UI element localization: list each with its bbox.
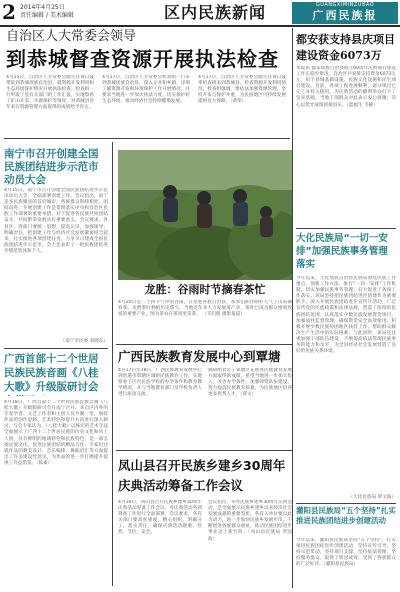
right-mid-article: 今年以来，大化瑶族自治县民族局围绕民族工作重点，创新工作方法，推行“一切一安排”工作机制，切实加强民族事务管理，有力促进了各项工作落实。该局坚持把民族团结进步创建作为重要抓手，深入开展民族团结进步宣传月活动，广泛宣传党的民族政策和法律法规，营造了浓厚的民族团结氛围；认真落实少数民族发展资金项目，加强项目监督管理，确保资金安全高效使用；积极开展少数民族特困地区扶持工作，帮助群众解决生产生活中的实际困难。与此同时，该局还注重加强干部队伍建设，不断提高依法管理民族事务的能力和水平，为全县经济社会发展营造了良好的民族关系环境。 [296, 276, 396, 355]
center-low1-column-2: 调研组肯定了覃塘区在推进民族教育发展方面取得的成绩，希望当地进一步加大投入，改善办学条件，加强师资队伍建设，努力提高民族教育质量，为民族地区培养更多优秀人才。（覃文） [208, 368, 292, 398]
masthead-rule [0, 25, 400, 27]
right-low-article: 今年以来，灌阳县民族局坚持“五个坚持”，扎实推进民族团结进步创建活动，坚持宣传引导，坚持示范带动，坚持项目支撑，坚持依法管理，坚持服务群众，取得了明显成效，受到了各族群众的广泛好评。（灌阳县民族局） [296, 538, 396, 568]
left-low-article: 4月18日，广西首部十二个世居民族民族音画《八桂大歌》升级版研讨会在南宁召开。来自区内外的专家学者、文艺工作者和主创人员共聚一堂，围绕作品的创作思路、艺术特色和提升方向进行深入研讨。与会专家认为，《八桂大歌》以恢宏的艺术手法全面展示了广西十二个世居民族的历史文化和风土人情，具有鲜明的地域特色和民族特色，是一部弘扬民族文化、促进民族团结的精品力作。专家们还就作品的舞美设计、音乐编排、舞蹈语汇等方面提出了许多建设性意见，为作品的进一步打磨提升提供了有益借鉴。（陈素） [4, 400, 108, 466]
logo-pinyin: GUANGXIMINZUBAO [315, 2, 375, 8]
photo-caption-text: 4月20日是二十四节气中的谷雨，在龙胜各族自治县，茶农们抓住晴好天气上山采摘春茶。龙胜茶叶种植历史悠久，当地近年来大力发展茶产业，茶叶已成为群众增收致富的重要产业。图为茶农在茶园里采茶。 [118, 300, 292, 318]
left-mid-byline: （南宁市民委 刘晓东） [60, 339, 108, 344]
photo-credit: （韦启昭 摄影报道） [202, 312, 245, 318]
column-divider [112, 142, 113, 586]
page-number: 2 [2, 2, 16, 22]
right-top-headline: 都安获支持县庆项目建设资金6073万 [296, 33, 395, 62]
right-mid-byline: （大化民族局 覃文波） [348, 495, 396, 500]
divider [296, 503, 396, 504]
lead-article [6, 75, 286, 133]
right-low-headline: 灌阳县民族局“五个坚持”扎实推进民族团结进步创建活动 [296, 506, 396, 525]
lead-column-2: 4月17日，自治区人大常委会检查组一行来到恭城瑶族自治县，深入企业和乡镇，详细了解资源开发和环境保护工作开展情况，并要求当地进一步加大执法力度，切实保护好生态环境，推动经济社会持续健康发展。 [102, 75, 190, 105]
lead-column-1: 4月15日，自治区人大常委会副主任黄日波带队到恭城瑶族自治县，就资源开发利用和生态环境保护情况开展执法检查。检查组一行听取了县有关部门的工作汇报，实地察看了矿山开采、水源保护等情况，对恭城县近年来在资源管理方面取得的成绩给予肯定。 [6, 75, 94, 111]
divider [116, 450, 292, 451]
center-low2-article [118, 500, 292, 586]
lead-headline: 到恭城督查资源开展执法检查 [6, 47, 279, 71]
divider [296, 228, 396, 229]
column-divider [292, 28, 293, 588]
date-line [20, 4, 130, 20]
center-low1-article [118, 368, 292, 444]
left-mid-headline: 南宁市召开创建全国民族团结进步示范市动员大会 [4, 148, 99, 186]
right-mid-headline: 大化民族局“一切一安排”加强民族事务管理落实 [296, 233, 388, 270]
divider [4, 348, 108, 349]
center-low2-headline: 凤山县召开民族乡建乡30周年庆典活动筹备工作会议 [118, 458, 286, 493]
photo-caption-title: 龙胜：谷雨时节摘春茶忙 [144, 283, 266, 296]
right-top-article: 本报讯 都安瑶族自治县成立60周年庆典项目建设工作正稳步推进，自治区共安排支持资金6073万元，用于县城基础设施、民族文化设施和民生项目建设。目前，各项工程进展顺利，部分项目已完工并投入使用，为庆典活动的顺利举办打下了坚实基础。当地干部群众对此表示衷心感谢，决心以优异成绩迎接县庆。（蓝福生 韦静） [296, 66, 396, 108]
section-title: 区内民族新闻 [163, 3, 266, 22]
logo-name: 广西民族报 [312, 9, 378, 22]
lead-column-3: 4月17日，自治区人大常委会副主任黄日波率检查组来到恭城县，检查资源开发利用情况。检查组强调，要依法加强资源管理，坚持开发与保护并重，为民族地区可持续发展提供有力保障。（黄荣） [198, 75, 286, 105]
newspaper-logo [292, 2, 398, 24]
left-mid-article: 4月15日，南宁市召开创建全国民族团结进步示范市动员大会，全面部署创建工作。会议指出，南宁是多民族聚居的首府城市，各族群众和睦相处、团结奋进。开展创建工作是贯彻落实中央和自治区民族工作部署的重要举措，对于促进各民族共同团结奋斗、共同繁荣发展具有重要意义。会议要求，各县区、各部门要统一思想，提高认识，加强领导，明确责任，把创建工作与经济社会发展紧密结合起来，扎实推进各项创建任务，力争早日建成全国民族团结进步示范市。会上还表彰了一批民族团结进步模范集体和个人。 [4, 188, 108, 254]
photo-caption [118, 300, 292, 340]
tea-picking-illustration [118, 150, 292, 280]
tea-picking-photo [118, 150, 292, 280]
center-low1-headline: 广西民族教育发展中心到覃塘 [118, 349, 281, 364]
left-low-headline: 广西首部十二个世居民族民族音画《八桂大歌》升级版研讨会 [4, 353, 99, 393]
divider [116, 344, 292, 345]
center-low1-column-1: 4月17日至18日，广西民族教育发展中心到贵港市覃塘区调研民族教育工作，实地察看了区内民族学校的办学条件和教育教学情况，并与当地教育部门及学校负责人进行座谈交流。 [118, 368, 202, 398]
center-low2-column-1: 4月16日，凤山县召开民族乡建乡30周年庆典活动筹备工作会议，对庆典活动各项筹备工作进行全面部署。会议要求，各有关部门要高度重视，精心组织，明确分工，落实责任，确保庆典活动隆重、热烈、节俭、安全。 [118, 500, 202, 536]
lead-kicker: 自治区人大常委会领导 [6, 29, 137, 44]
date-text: 2014年4月25日 [20, 4, 65, 11]
divider [4, 138, 290, 139]
center-low2-column-2: 会议指出，举办民族乡建乡30周年庆典活动，是全面展示民族乡建乡以来经济社会发展成就的重要契机，各有关单位要以此为动力，进一步加快民族乡发展步伐，不断增进各族群众福祉，推动民族团结进步事业迈上新台阶。（凤山县民族局 罗国政） [208, 500, 292, 542]
edition-text: 责任编辑 / 美术编辑 [20, 12, 74, 19]
